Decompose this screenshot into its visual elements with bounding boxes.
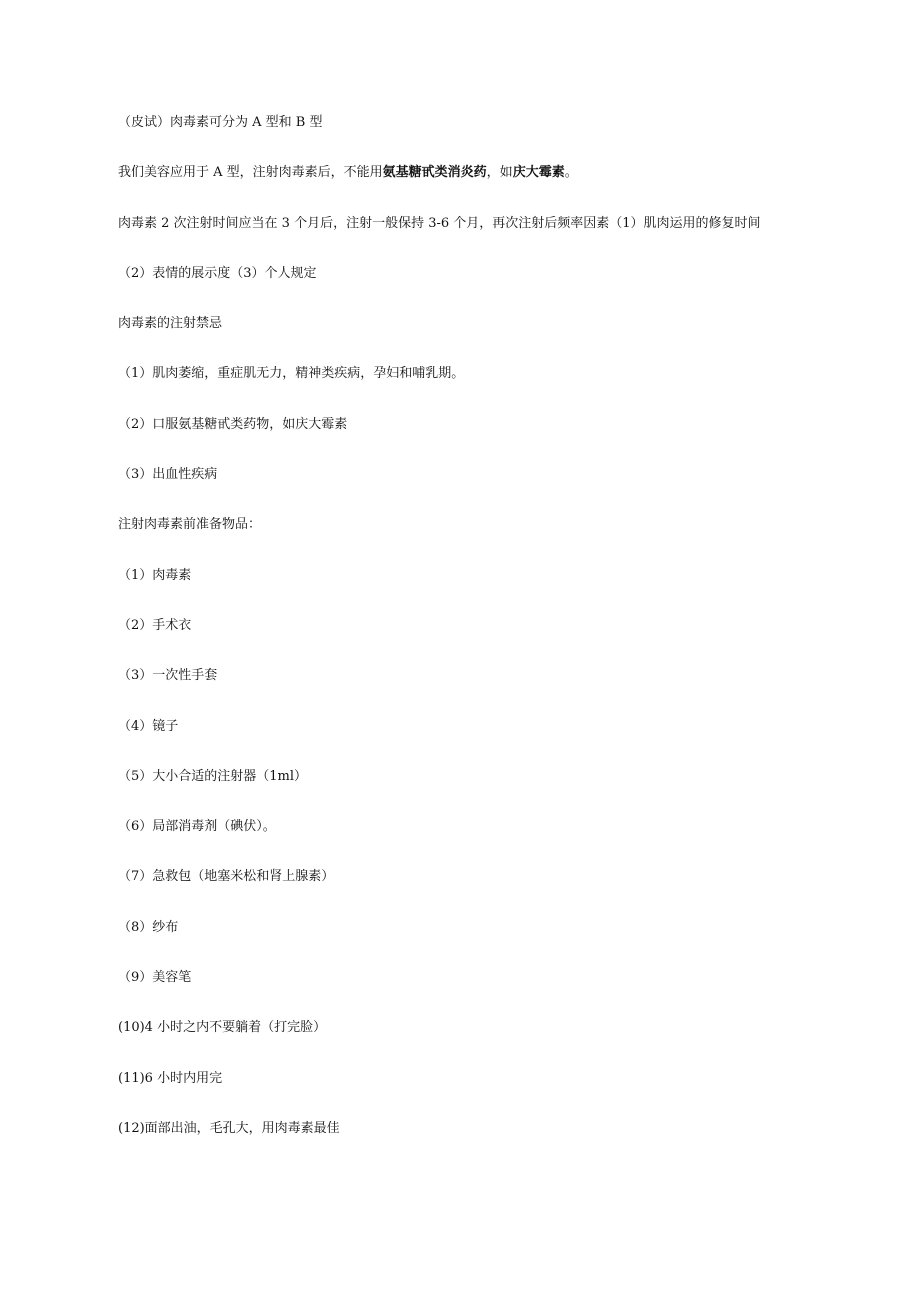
bold-term-gentamicin: 庆大霉素 [512,165,565,181]
preparation-item: （8）纱布 [118,919,179,935]
preparation-item: （3）一次性手套 [118,668,218,684]
preparation-item: （1）肉毒素 [118,567,192,583]
text-segment: ，如 [486,165,513,181]
contraindication-item: （3）出血性疾病 [118,467,218,483]
preparation-item: (10)4 小时之内不要躺着（打完脸） [118,1020,327,1036]
paragraph-injection-interval: 肉毒素 2 次注射时间应当在 3 个月后，注射一般保持 3-6 个月，再次注射后频率因素（1）肌肉运用的修复时间 [118,215,761,231]
preparation-item: （6）局部消毒剂（碘伏）。 [118,819,276,835]
text-segment: 。 [564,165,578,181]
heading-preparation-items: 注射肉毒素前准备物品： [118,517,262,533]
preparation-item: （9）美容笔 [118,970,192,986]
preparation-item: （7）急救包（地塞米松和肾上腺素） [118,869,335,885]
paragraph-type-a-usage [118,160,818,210]
paragraph-skin-test: （皮试）肉毒素可分为 A 型和 B 型 [118,115,323,130]
preparation-item: (11)6 小时内用完 [118,1070,223,1086]
heading-contraindications: 肉毒素的注射禁忌 [118,316,223,332]
preparation-item: （5）大小合适的注射器（1ml） [118,768,308,784]
text-segment: 我们美容应用于 A 型，注射肉毒素后，不能用 [118,165,383,181]
paragraph-frequency-factors: （2）表情的展示度（3）个人规定 [118,265,317,281]
document-page [118,110,818,1166]
preparation-item: （2）手术衣 [118,617,192,633]
contraindication-item: （1）肌肉萎缩，重症肌无力，精神类疾病，孕妇和哺乳期。 [118,366,465,382]
preparation-item: (12)面部出油，毛孔大，用肉毒素最佳 [118,1120,340,1136]
preparation-item: （4）镜子 [118,718,179,734]
contraindication-item: （2）口服氨基糖甙类药物，如庆大霉素 [118,416,348,432]
bold-term-aminoglycoside: 氨基糖甙类消炎药 [382,165,487,181]
